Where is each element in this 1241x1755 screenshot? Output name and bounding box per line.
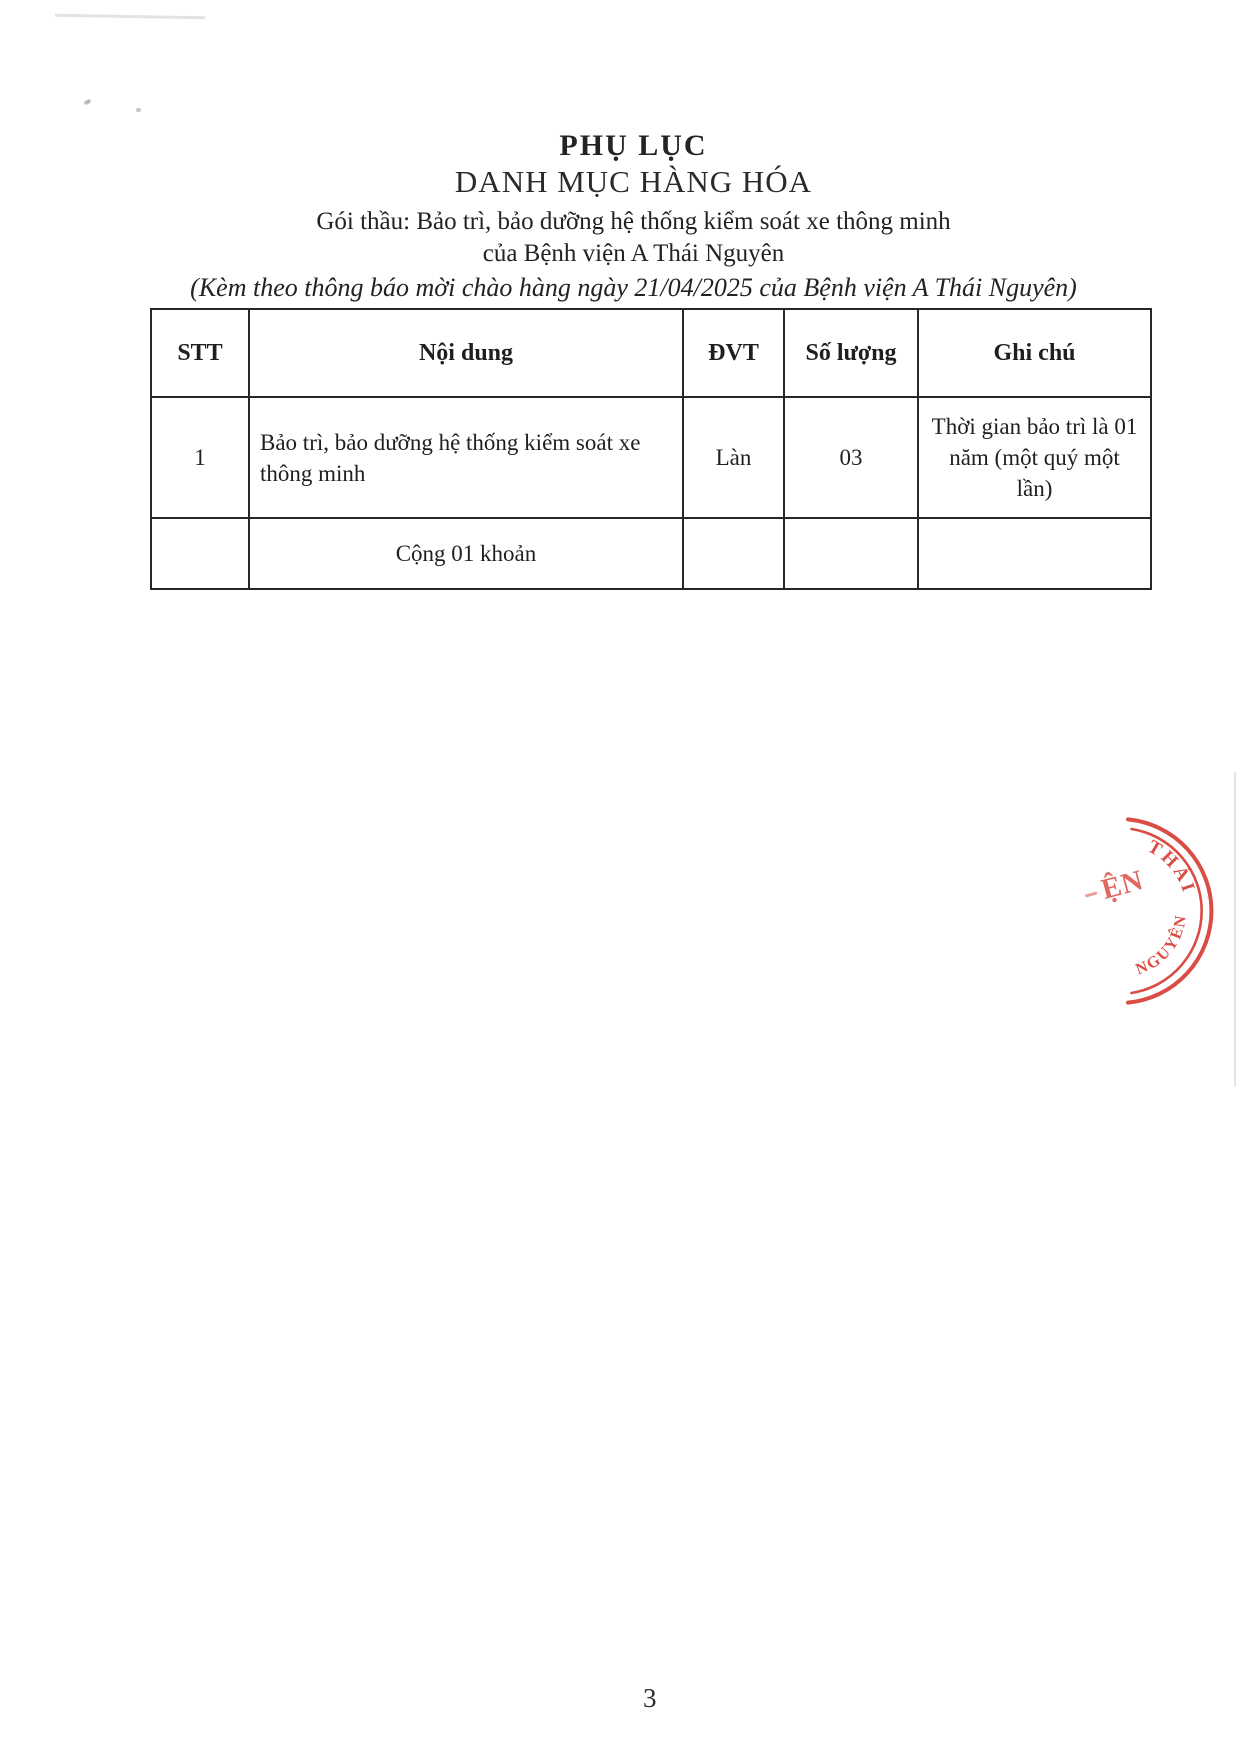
header-ghi-chu: Ghi chú <box>918 309 1151 397</box>
scan-artifact-page-edge <box>1234 772 1236 1087</box>
attachment-note: (Kèm theo thông báo mời chào hàng ngày 21/04/2025 của Bệnh viện A Thái Nguyên) <box>190 273 1077 302</box>
doc-title: PHỤ LỤC <box>559 129 708 162</box>
package-line-1: Gói thầu: Bảo trì, bảo dưỡng hệ thống kiểm soát xe thông minh <box>316 208 951 235</box>
header-stt: STT <box>151 309 249 397</box>
header-so-luong: Số lượng <box>784 309 918 397</box>
header-dvt: ĐVT <box>683 309 784 397</box>
cell-noi-dung: Bảo trì, bảo dưỡng hệ thống kiểm soát xe thông minh <box>249 397 683 518</box>
cell-ghi-chu <box>918 518 1151 589</box>
cell-stt <box>151 518 249 589</box>
header-noi-dung: Nội dung <box>249 309 683 397</box>
cell-so-luong <box>784 518 918 589</box>
cell-ghi-chu: Thời gian bảo trì là 01 năm (một quý một lần) <box>918 397 1151 518</box>
scan-artifact-speck <box>136 108 141 112</box>
title-block <box>0 127 1241 305</box>
cell-dvt <box>683 518 784 589</box>
cell-so-luong: 03 <box>784 397 918 518</box>
cell-dvt: Làn <box>683 397 784 518</box>
cell-stt: 1 <box>151 397 249 518</box>
scan-artifact-streak <box>55 14 205 20</box>
stamp-faded-mark <box>1085 891 1097 897</box>
doc-subtitle: DANH MỤC HÀNG HÓA <box>454 164 813 199</box>
cell-total-label: Cộng 01 khoản <box>249 518 683 589</box>
stamp-arc-bottom-label: NGUYÊN <box>1133 912 1191 979</box>
package-line-2: của Bệnh viện A Thái Nguyên <box>482 240 785 267</box>
table-header-row <box>151 309 1151 397</box>
stamp-outer-arc <box>1128 819 1211 1002</box>
page-number: 3 <box>643 1683 657 1713</box>
red-circular-stamp <box>1005 796 1235 1026</box>
stamp-inner-arc <box>1132 829 1202 993</box>
scan-artifact-speck <box>83 99 91 106</box>
goods-table <box>150 308 1152 590</box>
table-row <box>151 397 1151 518</box>
stamp-center-label: ỆN <box>1098 863 1148 906</box>
stamp-arc-top-label: THÁI <box>1144 836 1200 897</box>
table-total-row <box>151 518 1151 589</box>
